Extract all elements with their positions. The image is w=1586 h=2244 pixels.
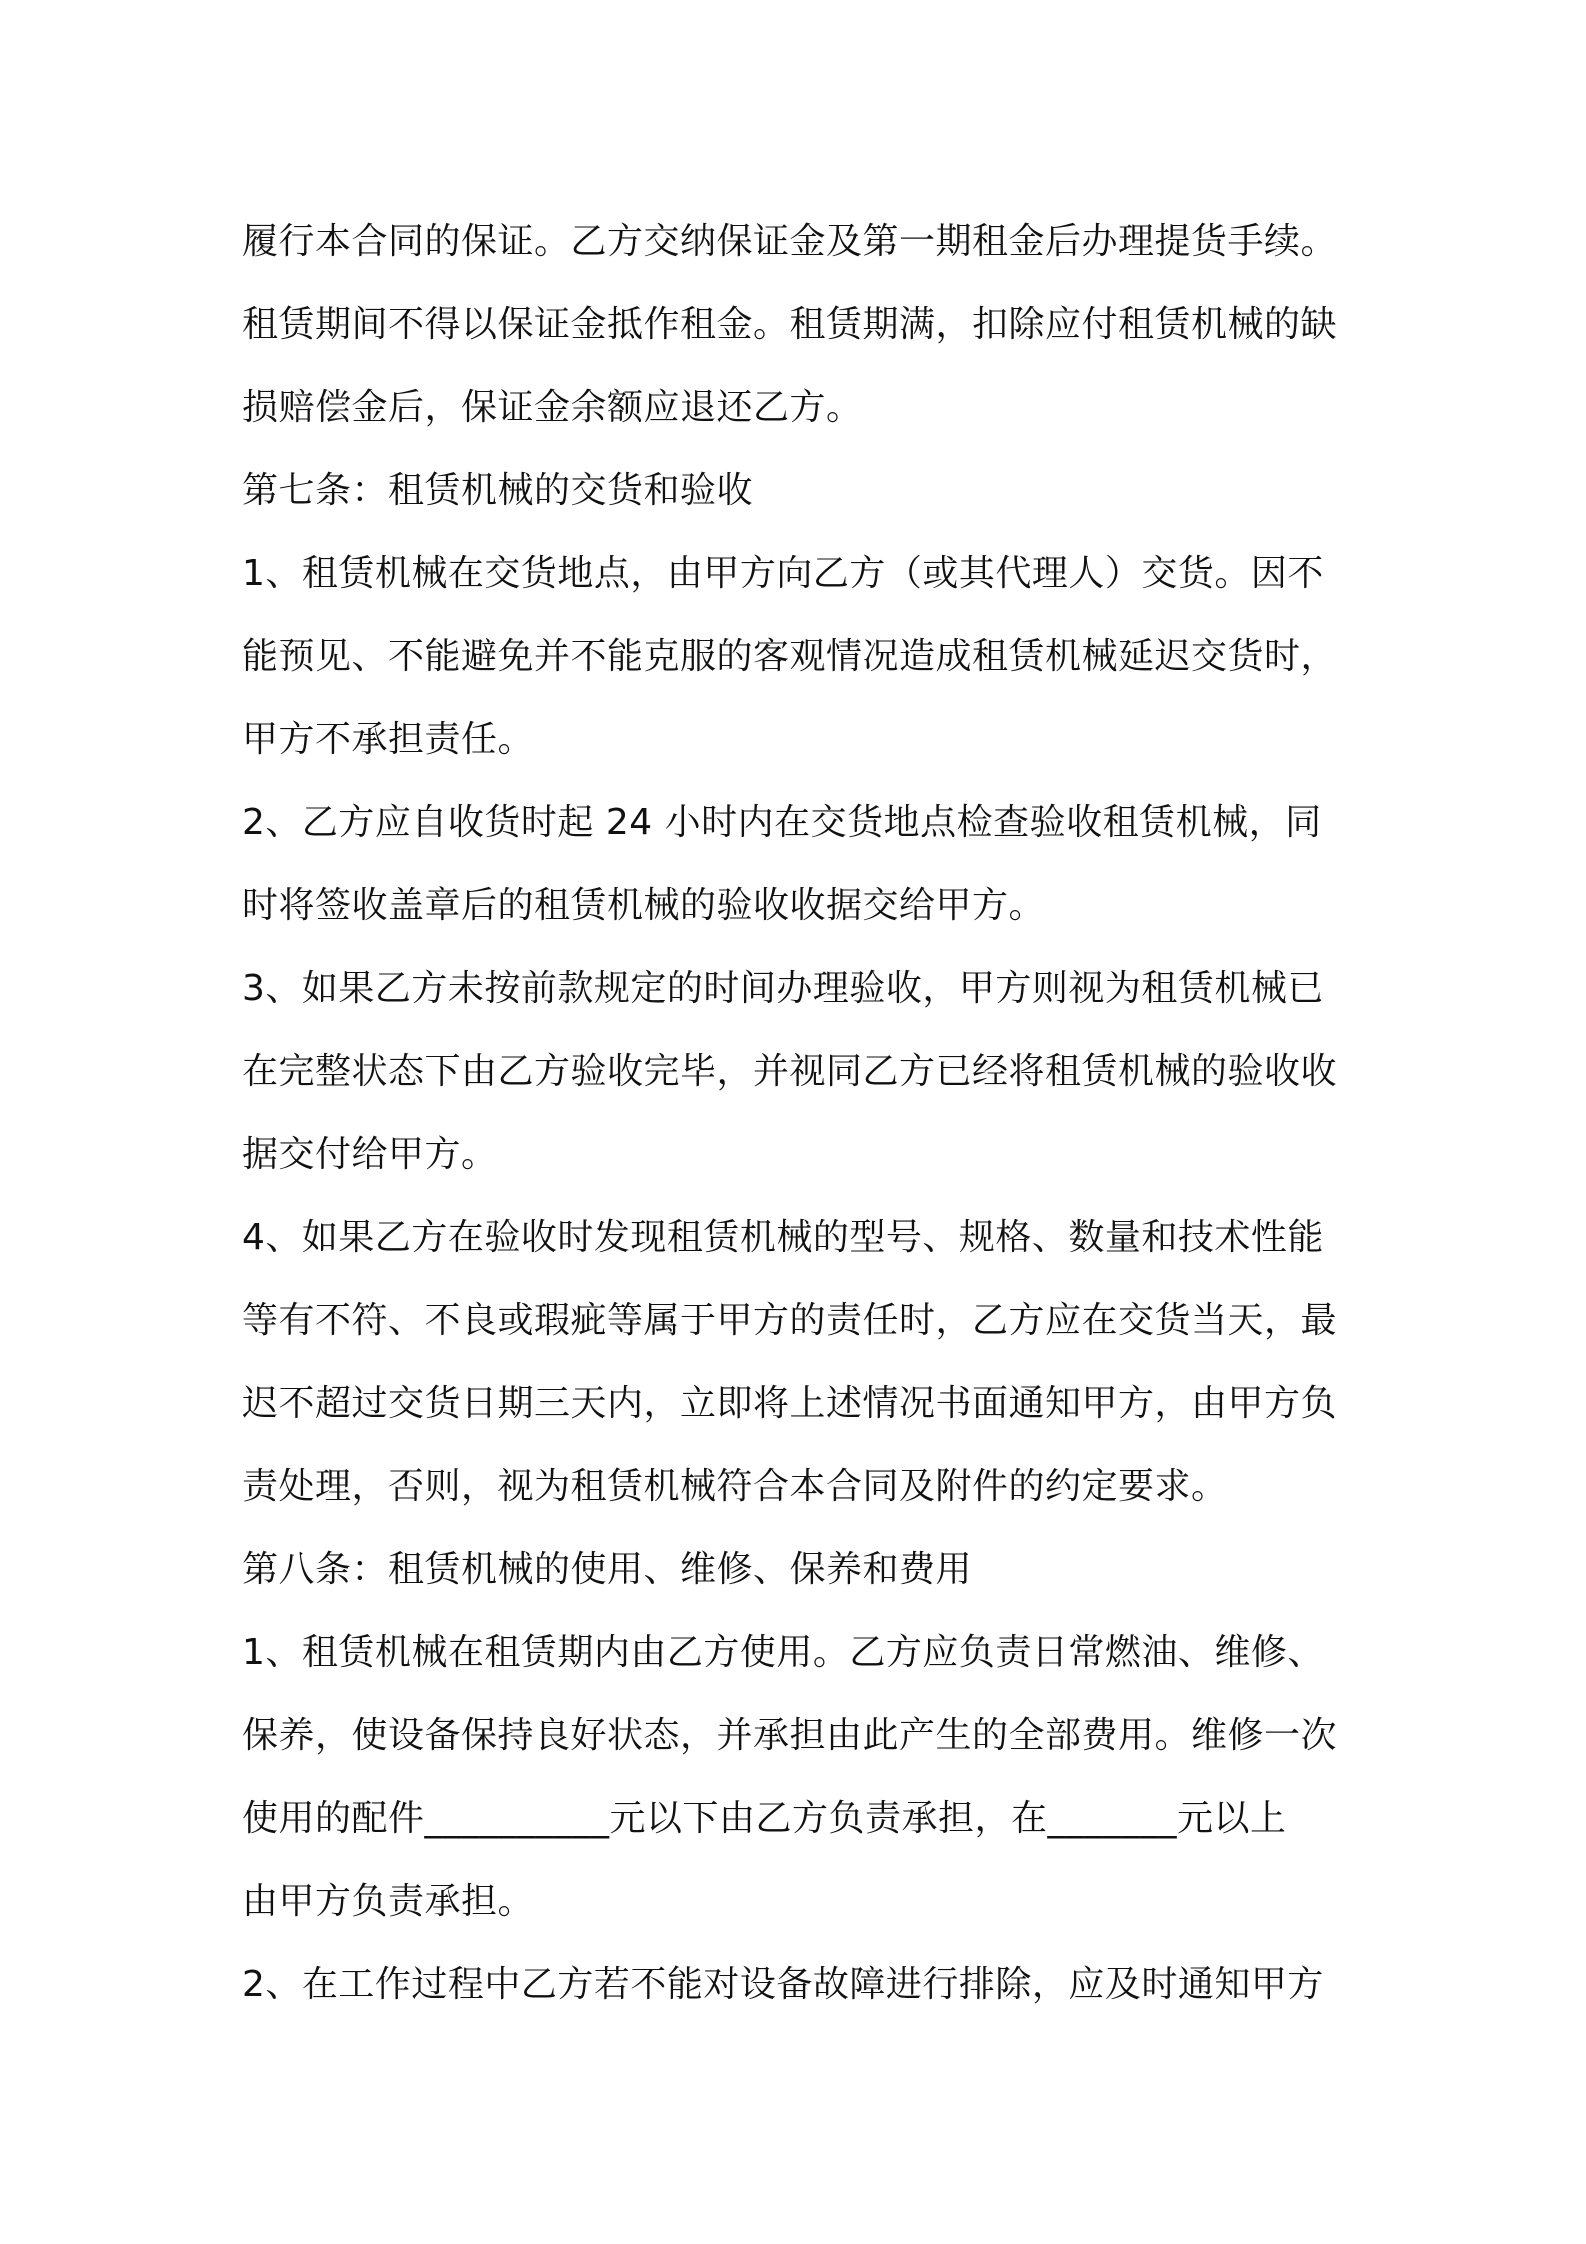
document-body [242,200,1362,2026]
text-line: 时将签收盖章后的租赁机械的验收收据交给甲方。 [242,885,1046,926]
text-line: 在完整状态下由乙方验收完毕，并视同乙方已经将租赁机械的验收收 [242,1051,1338,1092]
text-line: 2、乙方应自收货时起 24 小时内在交货地点检查验收租赁机械，同 [242,802,1322,843]
text-line: 据交付给甲方。 [242,1134,498,1175]
text-line: 履行本合同的保证。乙方交纳保证金及第一期租金后办理提货手续。 [242,221,1338,262]
text-line: 使用的配件__________元以下由乙方负责承担，在_______元以上 [242,1798,1287,1839]
text-line: 3、如果乙方未按前款规定的时间办理验收，甲方则视为租赁机械已 [242,968,1324,1009]
text-line: 2、在工作过程中乙方若不能对设备故障进行排除，应及时通知甲方 [242,1964,1324,2005]
section-heading: 第八条：租赁机械的使用、维修、保养和费用 [242,1549,973,1590]
text-line: 迟不超过交货日期三天内，立即将上述情况书面通知甲方，由甲方负 [242,1383,1338,1424]
text-line: 损赔偿金后，保证金余额应退还乙方。 [242,387,863,428]
text-line: 1、租赁机械在租赁期内由乙方使用。乙方应负责日常燃油、维修、 [242,1632,1324,1673]
text-line: 租赁期间不得以保证金抵作租金。租赁期满，扣除应付租赁机械的缺 [242,304,1338,345]
text-line: 责处理，否则，视为租赁机械符合本合同及附件的约定要求。 [242,1466,1228,1507]
text-line: 等有不符、不良或瑕疵等属于甲方的责任时，乙方应在交货当天，最 [242,1300,1338,1341]
text-line: 1、租赁机械在交货地点，由甲方向乙方（或其代理人）交货。因不 [242,553,1324,594]
text-line: 4、如果乙方在验收时发现租赁机械的型号、规格、数量和技术性能 [242,1217,1324,1258]
text-line: 由甲方负责承担。 [242,1881,535,1922]
text-line: 保养，使设备保持良好状态，并承担由此产生的全部费用。维修一次 [242,1715,1338,1756]
text-line: 甲方不承担责任。 [242,719,535,760]
section-heading: 第七条：租赁机械的交货和验收 [242,470,754,511]
text-line: 能预见、不能避免并不能克服的客观情况造成租赁机械延迟交货时， [242,636,1338,677]
